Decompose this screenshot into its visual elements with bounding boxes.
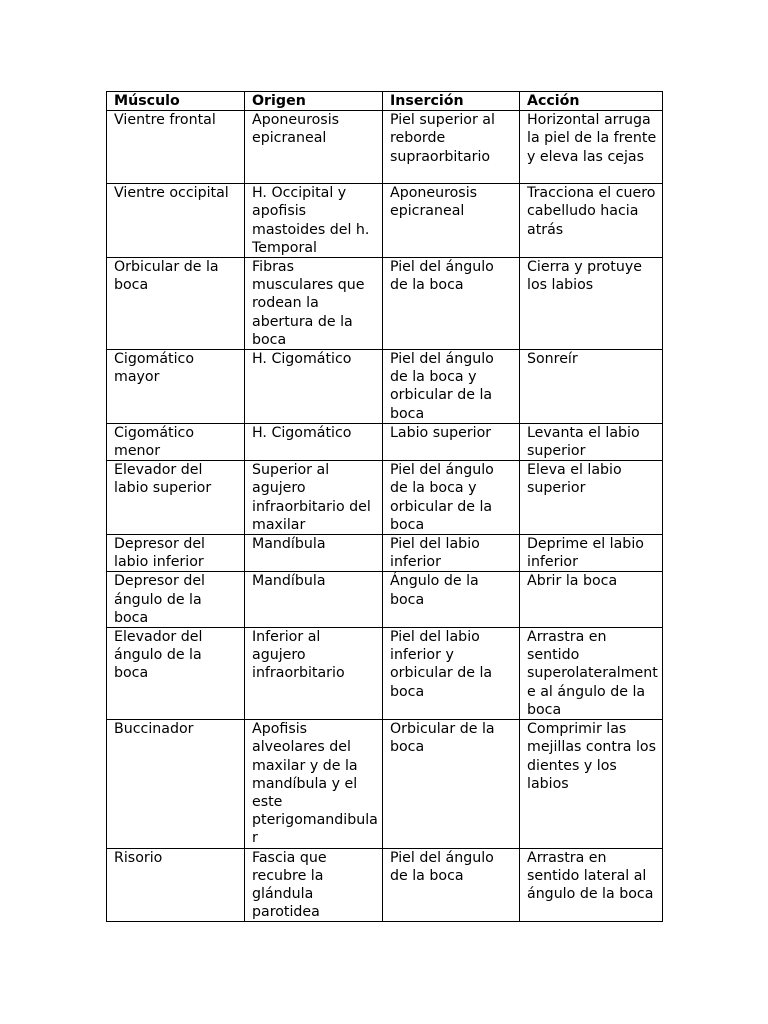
cell-origen: Superior al agujero infraorbitario del maxilar — [245, 461, 383, 535]
cell-origen: H. Occipital y apofisis mastoides del h. Temporal — [245, 184, 383, 258]
cell-musculo: Elevador del labio superior — [107, 461, 245, 535]
cell-origen: Mandíbula — [245, 572, 383, 628]
cell-musculo: Orbicular de la boca — [107, 258, 245, 350]
cell-insercion: Ángulo de la boca — [383, 572, 520, 628]
cell-musculo: Depresor del ángulo de la boca — [107, 572, 245, 628]
cell-musculo: Depresor del labio inferior — [107, 535, 245, 572]
cell-origen: Inferior al agujero infraorbitario — [245, 628, 383, 720]
cell-origen: H. Cigomático — [245, 423, 383, 460]
table-row — [107, 628, 663, 720]
cell-insercion: Piel superior al reborde supraorbitario — [383, 111, 520, 184]
cell-insercion: Piel del labio inferior y orbicular de la boca — [383, 628, 520, 720]
cell-origen: Fascia que recubre la glándula parotidea — [245, 848, 383, 922]
table-header — [107, 92, 663, 111]
cell-accion: Tracciona el cuero cabelludo hacia atrás — [520, 184, 663, 258]
cell-accion: Eleva el labio superior — [520, 461, 663, 535]
cell-accion: Deprime el labio inferior — [520, 535, 663, 572]
cell-origen: Mandíbula — [245, 535, 383, 572]
cell-accion: Cierra y protuye los labios — [520, 258, 663, 350]
table-row — [107, 258, 663, 350]
cell-insercion: Piel del ángulo de la boca y orbicular de la boca — [383, 461, 520, 535]
cell-musculo: Vientre occipital — [107, 184, 245, 258]
cell-origen: Aponeurosis epicraneal — [245, 111, 383, 184]
cell-insercion: Piel del ángulo de la boca — [383, 258, 520, 350]
header-insercion: Inserción — [383, 92, 520, 111]
cell-accion: Comprimir las mejillas contra los dientes y los labios — [520, 720, 663, 848]
cell-accion: Horizontal arruga la piel de la frente y eleva las cejas — [520, 111, 663, 184]
cell-accion: Abrir la boca — [520, 572, 663, 628]
cell-insercion: Piel del ángulo de la boca y orbicular de la boca — [383, 350, 520, 424]
header-row — [107, 92, 663, 111]
table-row — [107, 184, 663, 258]
cell-origen: Fibras musculares que rodean la abertura de la boca — [245, 258, 383, 350]
table-row — [107, 720, 663, 848]
table-row — [107, 535, 663, 572]
cell-musculo: Elevador del ángulo de la boca — [107, 628, 245, 720]
table-row — [107, 461, 663, 535]
table-row — [107, 350, 663, 424]
table-row — [107, 848, 663, 922]
cell-musculo: Cigomático menor — [107, 423, 245, 460]
table-row — [107, 111, 663, 184]
cell-accion: Arrastra en sentido superolateralmente al ángulo de la boca — [520, 628, 663, 720]
table-body — [107, 111, 663, 922]
cell-insercion: Piel del ángulo de la boca — [383, 848, 520, 922]
cell-musculo: Risorio — [107, 848, 245, 922]
cell-insercion: Aponeurosis epicraneal — [383, 184, 520, 258]
muscles-table — [106, 91, 663, 922]
cell-origen: H. Cigomático — [245, 350, 383, 424]
cell-musculo: Cigomático mayor — [107, 350, 245, 424]
header-accion: Acción — [520, 92, 663, 111]
cell-accion: Arrastra en sentido lateral al ángulo de la boca — [520, 848, 663, 922]
cell-insercion: Orbicular de la boca — [383, 720, 520, 848]
header-origen: Origen — [245, 92, 383, 111]
cell-origen: Apofisis alveolares del maxilar y de la mandíbula y el este pterigomandibular — [245, 720, 383, 848]
cell-accion: Levanta el labio superior — [520, 423, 663, 460]
cell-insercion: Labio superior — [383, 423, 520, 460]
cell-insercion: Piel del labio inferior — [383, 535, 520, 572]
header-musculo: Músculo — [107, 92, 245, 111]
cell-musculo: Vientre frontal — [107, 111, 245, 184]
table-row — [107, 572, 663, 628]
cell-musculo: Buccinador — [107, 720, 245, 848]
table-row — [107, 423, 663, 460]
cell-accion: Sonreír — [520, 350, 663, 424]
